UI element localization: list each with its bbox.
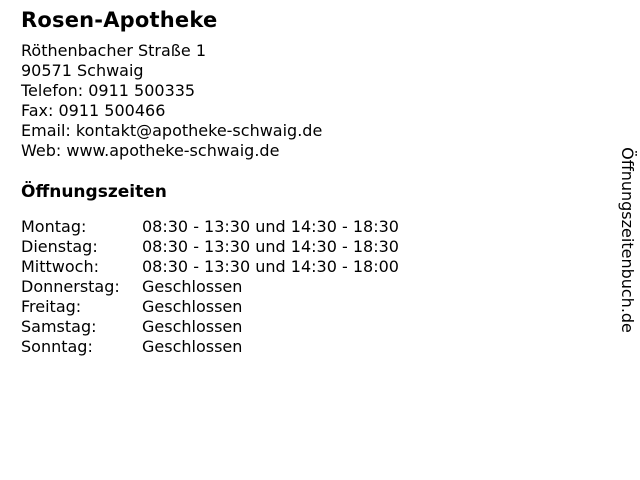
table-row (21, 217, 601, 237)
phone-line: Telefon: 0911 500335 (21, 81, 196, 100)
fax-line: Fax: 0911 500466 (21, 101, 166, 120)
day-label: Mittwoch: (21, 257, 99, 276)
main-content (21, 8, 601, 357)
contact-block (21, 41, 601, 161)
table-row (21, 317, 601, 337)
day-label: Donnerstag: (21, 277, 120, 296)
watermark-vertical-text: Öffnungszeitenbuch.de (618, 147, 637, 333)
hours-value: Geschlossen (142, 277, 243, 296)
day-label: Dienstag: (21, 237, 98, 256)
day-label: Sonntag: (21, 337, 93, 356)
table-row (21, 257, 601, 277)
hours-value: Geschlossen (142, 317, 243, 336)
table-row (21, 277, 601, 297)
day-label: Montag: (21, 217, 87, 236)
hours-value: Geschlossen (142, 337, 243, 356)
hours-value: Geschlossen (142, 297, 243, 316)
day-label: Freitag: (21, 297, 82, 316)
page-title: Rosen-Apotheke (21, 8, 218, 32)
opening-hours-table (21, 217, 601, 357)
address-city: 90571 Schwaig (21, 61, 144, 80)
hours-value: 08:30 - 13:30 und 14:30 - 18:00 (142, 257, 399, 276)
email-line: Email: kontakt@apotheke-schwaig.de (21, 121, 323, 140)
table-row (21, 237, 601, 257)
day-label: Samstag: (21, 317, 97, 336)
hours-value: 08:30 - 13:30 und 14:30 - 18:30 (142, 237, 399, 256)
opening-hours-heading: Öffnungszeiten (21, 182, 167, 202)
web-line: Web: www.apotheke-schwaig.de (21, 141, 280, 160)
hours-value: 08:30 - 13:30 und 14:30 - 18:30 (142, 217, 399, 236)
table-row (21, 297, 601, 317)
table-row (21, 337, 601, 357)
address-street: Röthenbacher Straße 1 (21, 41, 206, 60)
